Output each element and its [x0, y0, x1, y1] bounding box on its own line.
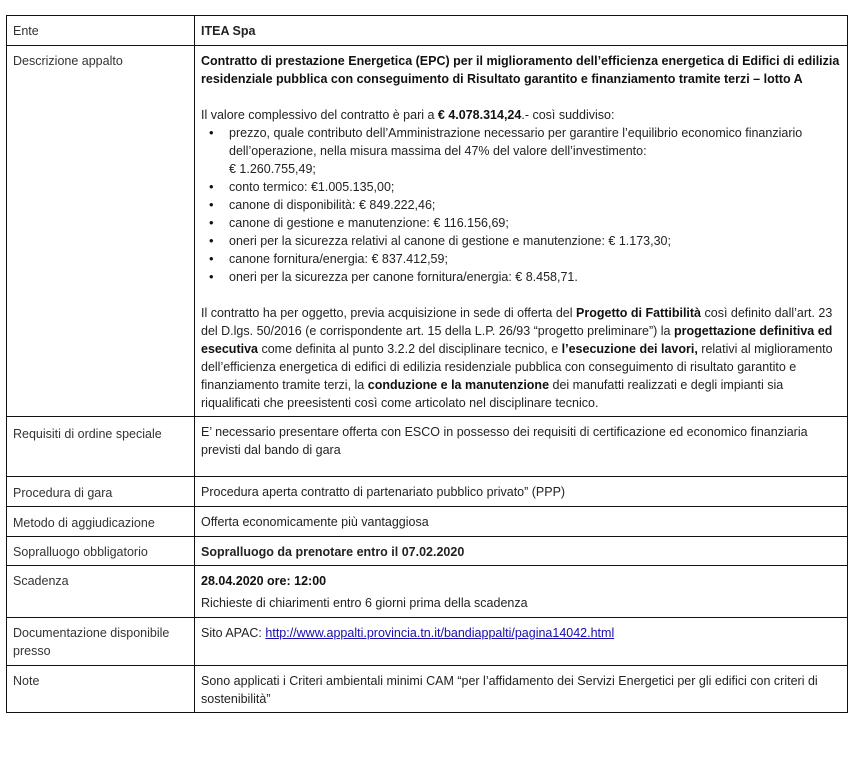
row-metodo [7, 507, 848, 537]
list-item: • canone di disponibilità: € 849.222,46; [229, 196, 841, 214]
value-procedura: Procedura aperta contratto di partenariato pubblico privato” (PPP) [195, 477, 848, 507]
label-scadenza: Scadenza [7, 566, 195, 618]
label-documentazione: Documentazione disponibile presso [7, 618, 195, 666]
text: Il contratto ha per oggetto, previa acquisizione in sede di offerta del [201, 306, 577, 320]
text: dei manufatti realizzati e degli impianti sia riqualificati che preesistenti così come articolato nel disciplinare tecnico. [201, 378, 784, 410]
documentation-link[interactable]: http://www.appalti.provincia.tn.it/bandiappalti/pagina14042.html [265, 626, 615, 640]
list-item [229, 124, 841, 178]
contract-value-outro: .- così suddiviso: [521, 108, 615, 122]
label-requisiti: Requisiti di ordine speciale [7, 417, 195, 477]
value-requisiti: E’ necessario presentare offerta con ESCO in possesso dei requisiti di certificazione ed economico finanziaria previsti dal bando di gara [195, 417, 848, 477]
label-ente: Ente [7, 16, 195, 46]
clarification-note: Richieste di chiarimenti entro 6 giorni prima della scadenza [201, 596, 528, 610]
list-item: • conto termico: €1.005.135,00; [229, 178, 841, 196]
cost-breakdown-list [201, 124, 841, 286]
row-documentazione [7, 618, 848, 666]
deadline-datetime: 28.04.2020 ore: 12:00 [201, 574, 327, 588]
label-descrizione: Descrizione appalto [7, 46, 195, 417]
contract-object-paragraph [201, 304, 841, 412]
bold-text: l’esecuzione dei lavori, [561, 342, 698, 356]
row-scadenza [7, 566, 848, 618]
value-note: Sono applicati i Criteri ambientali minimi CAM “per l’affidamento dei Servizi Energetici per gli edifici con criteri di sostenibilità” [195, 666, 848, 713]
contract-value-intro: Il valore complessivo del contratto è pari a [201, 108, 438, 122]
value-metodo: Offerta economicamente più vantaggiosa [195, 507, 848, 537]
list-item: • canone fornitura/energia: € 837.412,59; [229, 250, 841, 268]
list-item: • oneri per la sicurezza relativi al canone di gestione e manutenzione: € 1.173,30; [229, 232, 841, 250]
row-procedura [7, 477, 848, 507]
tender-info-table [6, 15, 848, 713]
contract-title: Contratto di prestazione Energetica (EPC) per il miglioramento dell’efficienza energetica di Edifici di edilizia residenziale pubblica con conseguimento di Risultato garantito e finanziamento tramite terzi – lotto A [201, 54, 840, 86]
bold-text: Progetto di Fattibilità [576, 306, 702, 320]
list-item: • oneri per la sicurezza per canone fornitura/energia: € 8.458,71. [229, 268, 841, 286]
bold-text: progettazione definitiva ed esecutiva [201, 324, 833, 356]
row-ente [7, 16, 848, 46]
list-item: • canone di gestione e manutenzione: € 116.156,69; [229, 214, 841, 232]
value-ente: ITEA Spa [195, 16, 848, 46]
value-documentazione [195, 618, 848, 666]
value-scadenza [195, 566, 848, 618]
site-prefix: Sito APAC: [201, 626, 266, 640]
text: relativi al miglioramento dell’efficienza energetica di edifici di edilizia residenziale pubblica con conseguimento di risultato garantito e finanziamento tramite terzi, la [201, 342, 833, 392]
value-sopralluogo: Sopralluogo da prenotare entro il 07.02.2020 [195, 537, 848, 566]
label-metodo: Metodo di aggiudicazione [7, 507, 195, 537]
value-descrizione [195, 46, 848, 417]
text: come definita al punto 3.2.2 del disciplinare tecnico, e [257, 342, 562, 356]
bold-text: conduzione e la manutenzione [367, 378, 550, 392]
contract-total-amount: € 4.078.314,24 [437, 108, 522, 122]
text: così definito dall’art. 23 del D.lgs. 50/2016 (e corrispondente art. 15 della L.P. 26/93 “progetto preliminare”) la [201, 306, 833, 338]
row-requisiti [7, 417, 848, 477]
row-descrizione [7, 46, 848, 417]
row-note [7, 666, 848, 713]
item-amount: € 1.260.755,49; [229, 162, 316, 176]
row-sopralluogo [7, 537, 848, 566]
contract-value-sentence [201, 106, 841, 124]
label-sopralluogo: Sopralluogo obbligatorio [7, 537, 195, 566]
label-procedura: Procedura di gara [7, 477, 195, 507]
label-note: Note [7, 666, 195, 713]
item-text: prezzo, quale contributo dell’Amministrazione necessario per garantire l’equilibrio economico finanziario dell’operazione, nella misura massima del 47% del valore dell’investimento: [229, 126, 803, 158]
